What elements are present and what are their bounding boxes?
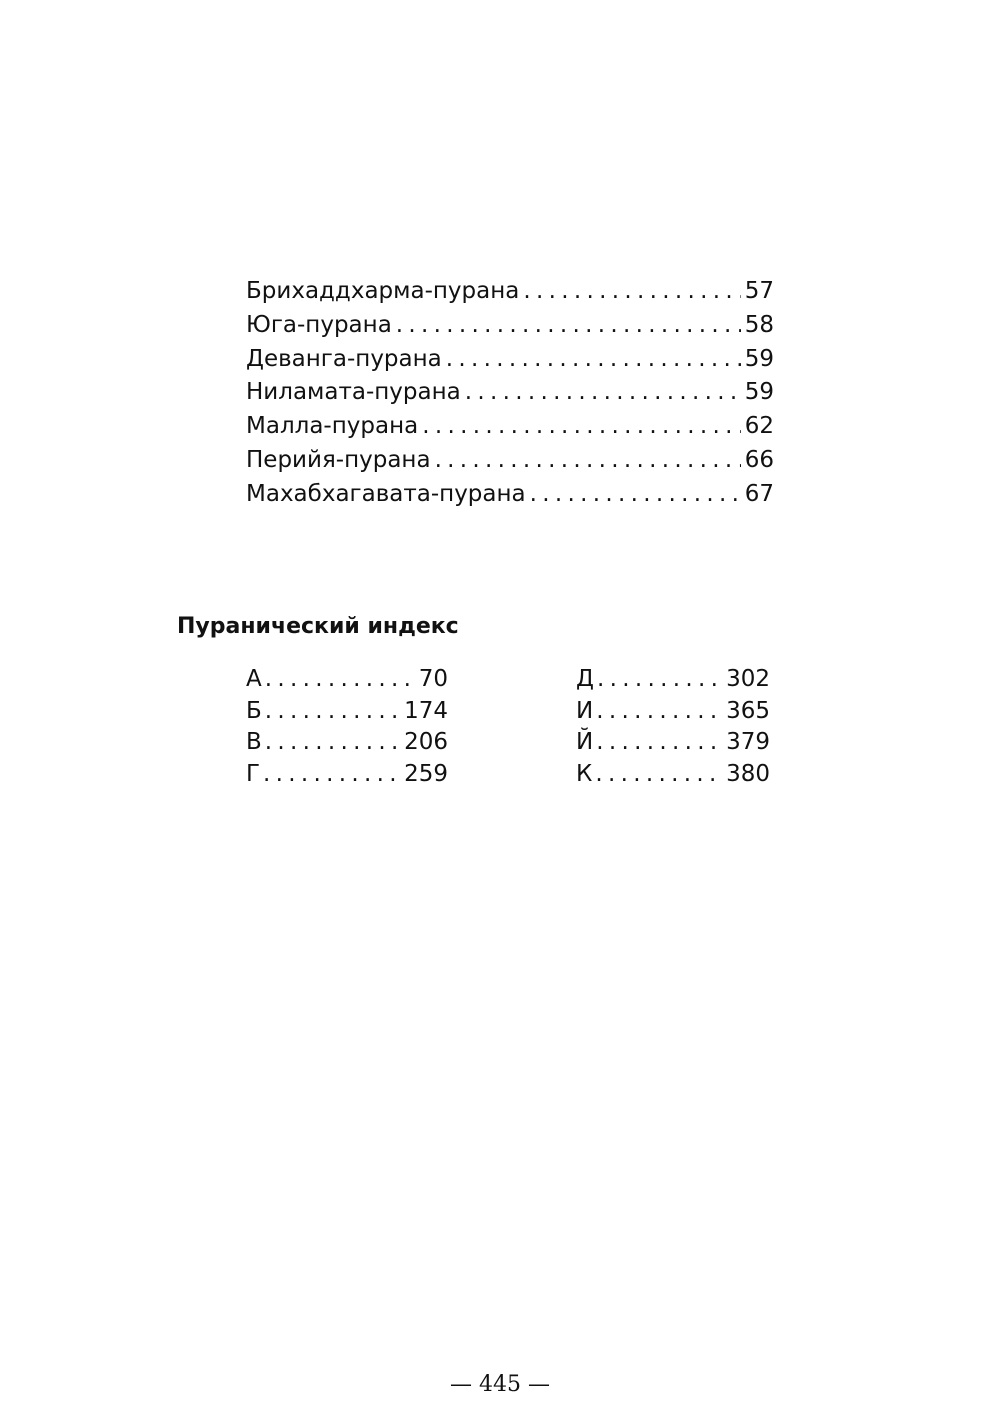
index-heading: Пуранический индекс bbox=[177, 614, 459, 639]
index-entry bbox=[576, 696, 770, 728]
index-page: 206 bbox=[404, 729, 448, 755]
footer-dash-right: — bbox=[528, 1372, 550, 1397]
toc-entry-title: Брихаддхарма-пурана bbox=[246, 278, 520, 304]
index-page: 259 bbox=[404, 760, 448, 787]
dot-leader bbox=[263, 759, 401, 791]
index-letter: К bbox=[576, 760, 593, 787]
toc-entry-page: 67 bbox=[744, 480, 774, 507]
index-letter: Б bbox=[246, 697, 262, 724]
dot-leader bbox=[595, 759, 723, 791]
index-page: 380 bbox=[726, 760, 770, 787]
toc-entry-title: Перийя-пурана bbox=[246, 446, 431, 473]
dot-leader bbox=[597, 664, 723, 696]
index-entry bbox=[246, 727, 448, 759]
toc-entry bbox=[246, 275, 774, 309]
index-entry bbox=[246, 759, 448, 791]
index-entry bbox=[246, 664, 448, 696]
toc-entry bbox=[246, 309, 774, 343]
index-page: 174 bbox=[404, 697, 448, 724]
index-entry bbox=[576, 664, 770, 696]
table-of-contents bbox=[246, 275, 774, 512]
toc-entry bbox=[246, 376, 774, 410]
index-page: 365 bbox=[726, 697, 770, 724]
page-number: 445 bbox=[479, 1372, 521, 1397]
dot-leader bbox=[523, 275, 740, 309]
dot-leader bbox=[435, 444, 741, 478]
index-page: 302 bbox=[726, 666, 770, 692]
index-page: 379 bbox=[726, 729, 770, 755]
index-letter: Г bbox=[246, 760, 261, 787]
toc-entry bbox=[246, 444, 774, 478]
dot-leader bbox=[422, 410, 741, 444]
toc-entry bbox=[246, 478, 774, 512]
footer-dash-left: — bbox=[450, 1372, 472, 1397]
toc-entry-title: Махабхагавата-пурана bbox=[246, 480, 526, 507]
index-letter: В bbox=[246, 729, 262, 755]
dot-leader bbox=[265, 664, 416, 696]
dot-leader bbox=[465, 376, 741, 410]
dot-leader bbox=[530, 478, 741, 512]
toc-entry-page: 66 bbox=[744, 446, 774, 473]
toc-entry-page: 57 bbox=[744, 278, 774, 304]
index-entry bbox=[576, 759, 770, 791]
index-column-right bbox=[576, 664, 770, 790]
toc-entry-page: 62 bbox=[744, 413, 774, 440]
dot-leader bbox=[265, 727, 401, 759]
toc-entry-page: 59 bbox=[744, 379, 774, 406]
toc-entry-title: Малла-пурана bbox=[246, 413, 419, 440]
index-entry bbox=[246, 696, 448, 728]
toc-entry-title: Юга-пурана bbox=[246, 311, 392, 338]
index-letter: Д bbox=[576, 666, 594, 692]
toc-entry-title: Деванга-пурана bbox=[246, 345, 442, 372]
toc-entry-page: 58 bbox=[744, 311, 774, 338]
dot-leader bbox=[265, 696, 401, 728]
dot-leader bbox=[596, 727, 723, 759]
index-entry bbox=[576, 727, 770, 759]
index-letter: И bbox=[576, 697, 594, 724]
dot-leader bbox=[396, 309, 741, 343]
toc-entry-title: Ниламата-пурана bbox=[246, 379, 461, 406]
dot-leader bbox=[446, 343, 741, 377]
toc-entry bbox=[246, 410, 774, 444]
toc-entry bbox=[246, 343, 774, 377]
index-letter: Й bbox=[576, 729, 594, 755]
index-column-left bbox=[246, 664, 448, 790]
index-letter: А bbox=[246, 666, 262, 692]
dot-leader bbox=[596, 696, 723, 728]
toc-entry-page: 59 bbox=[744, 345, 774, 372]
index-page: 70 bbox=[418, 666, 448, 692]
page-footer bbox=[0, 1370, 1000, 1400]
